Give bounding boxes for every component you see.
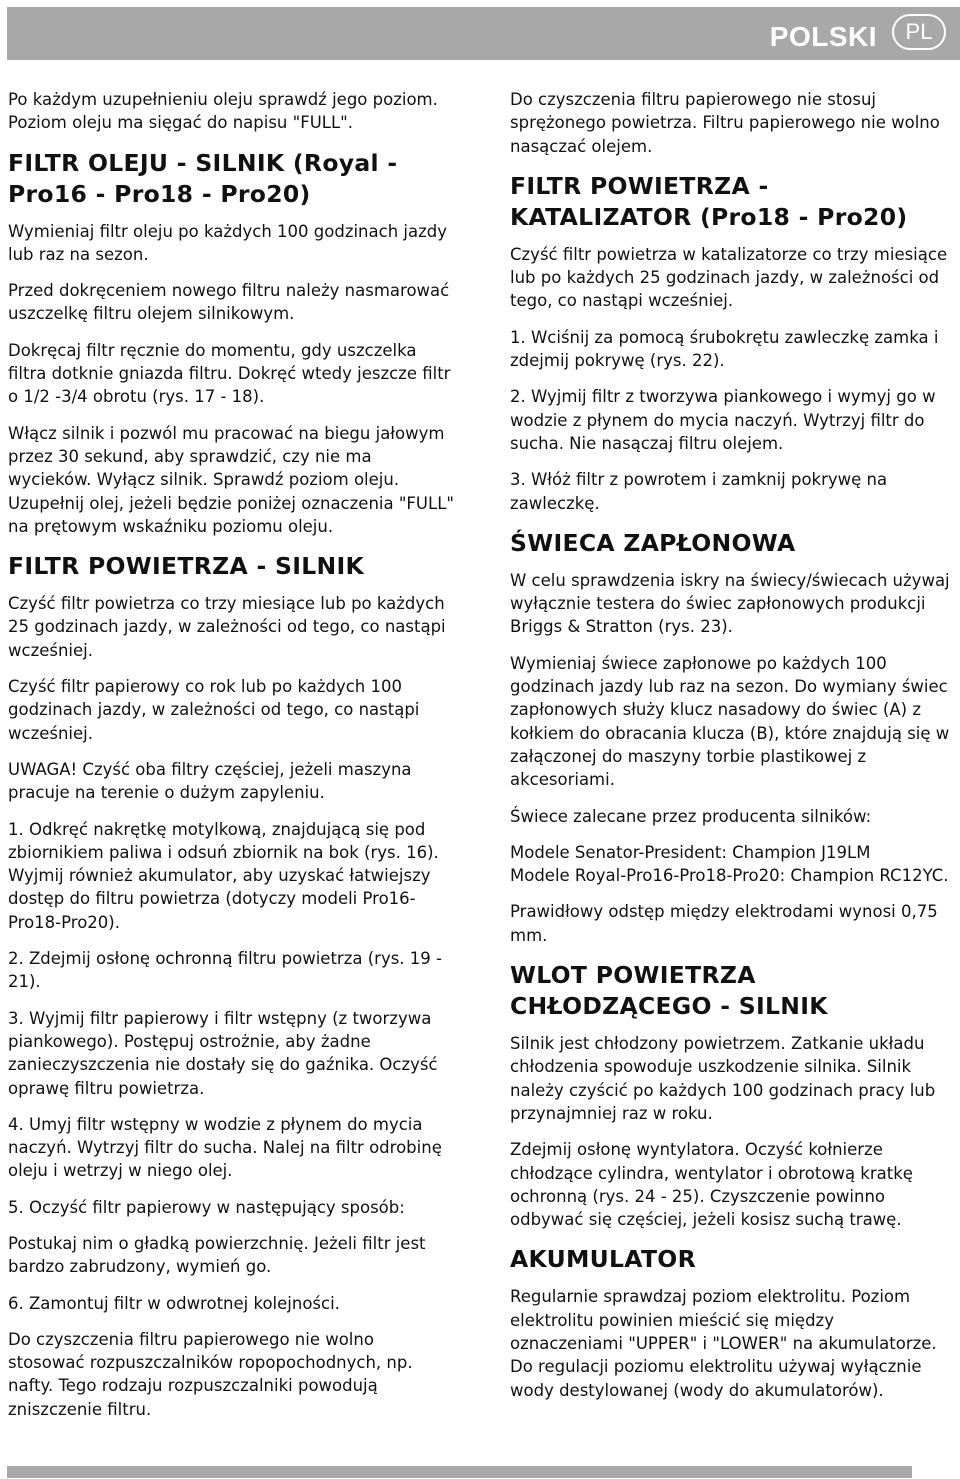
paragraph: Świece zalecane przez producenta silników:: [510, 806, 872, 826]
paragraph: 3. Włóż filtr z powrotem i zamknij pokrywę na zawleczkę.: [510, 470, 888, 513]
paragraph: Prawidłowy odstęp między elektrodami wynosi 0,75 mm.: [510, 902, 938, 945]
paragraph: Czyść filtr powietrza co trzy miesiące lub po każdych 25 godzinach jazdy, w zależności od tego, co nastąpi wcześniej.: [8, 594, 446, 660]
paragraph: Czyść filtr powietrza w katalizatorze co trzy miesiące lub po każdych 25 godzinach jazdy, w zależności od tego, co nastąpi wcześniej.: [510, 244, 948, 311]
spark-plug-model-line: Modele Senator-President: Champion J19LM: [510, 842, 871, 862]
paragraph: UWAGA! Czyść oba filtry częściej, jeżeli maszyna pracuje na terenie o dużym zapyleniu.: [8, 759, 412, 803]
paragraph: 1. Wciśnij za pomocą śrubokrętu zawleczkę zamka i zdejmij pokrywę (rys. 22).: [510, 327, 939, 371]
paragraph: Czyść filtr papierowy co rok lub po każdych 100 godzinach jazdy, w zależności od tego, co nastąpi wcześniej.: [8, 677, 420, 743]
spark-plug-models: [510, 841, 952, 888]
paragraph: W celu sprawdzenia iskry na świecy/świecach używaj wyłącznie testera do świec zapłonowych produkcji Briggs & Stratton (rys. 23).: [510, 570, 950, 637]
paragraph: 2. Zdejmij osłonę ochronną filtru powietrza (rys. 19 - 21).: [8, 949, 442, 992]
paragraph: 2. Wyjmij filtr z tworzywa piankowego i wymyj go w wodzie z płynem do mycia naczyń. Wytrzyj filtr do sucha. Nie nasączaj filtru olejem.: [510, 387, 936, 453]
section-heading-cooling-air: WLOT POWIETRZA CHŁODZĄCEGO - SILNIK: [510, 961, 828, 1021]
paragraph: 5. Oczyść filtr papierowy w następujący sposób:: [8, 1197, 405, 1217]
section-heading-catalyst-filter: FILTR POWIETRZA - KATALIZATOR (Pro18 - Pro20): [510, 171, 908, 231]
paragraph: Regularnie sprawdzaj poziom elektrolitu. Poziom elektrolitu powinien mieścić się między oznaczeniami "UPPER" i "LOWER" na akumulatorze. Do regulacji poziomu elektrolitu używaj wyłącznie wody destylowanej (wody do akumulatorów).: [510, 1287, 937, 1400]
paragraph: Do czyszczenia filtru papierowego nie stosuj sprężonego powietrza. Filtru papierowego nie wolno nasączać olejem.: [510, 90, 940, 156]
paragraph: Przed dokręceniem nowego filtru należy nasmarować uszczelkę filtru olejem silnikowym.: [8, 281, 450, 324]
section-heading-battery: AKUMULATOR: [510, 1245, 696, 1274]
paragraph: Zdejmij osłonę wyntylatora. Oczyść kołnierze chłodzące cylindra, wentylator i obrotową kratkę ochronną (rys. 24 - 25). Czyszczenie powinno odbywać się częściej, jeżeli kosisz suchą trawę.: [510, 1140, 913, 1230]
spark-plug-model-line: Modele Royal-Pro16-Pro18-Pro20: Champion RC12YC.: [510, 866, 949, 886]
language-badge: PL: [892, 14, 946, 50]
right-column: [510, 88, 952, 1415]
paragraph: 1. Odkręć nakrętkę motylkową, znajdującą się pod zbiornikiem paliwa i odsuń zbiornik na bok (rys. 16). Wyjmij również akumulator, aby uzyskać łatwiejszy dostęp do filtru powietrza (dotyczy modeli Pro16-Pro18-Pro20).: [8, 819, 439, 932]
paragraph: Postukaj nim o gładką powierzchnię. Jeżeli filtr jest bardzo zabrudzony, wymień go.: [8, 1233, 426, 1277]
paragraph: Silnik jest chłodzony powietrzem. Zatkanie układu chłodzenia spowoduje uszkodzenie silnika. Silnik należy czyścić po każdych 100 godzinach pracy lub przynajmniej raz w roku.: [510, 1034, 936, 1123]
paragraph: Po każdym uzupełnieniu oleju sprawdź jego poziom. Poziom oleju ma sięgać do napisu "FULL".: [8, 90, 438, 133]
page-header: [7, 7, 960, 60]
paragraph: Do czyszczenia filtru papierowego nie wolno stosować rozpuszczalników ropopochodnych, np. nafty. Tego rodzaju rozpuszczalniki powodują zniszczenie filtru.: [8, 1329, 413, 1419]
paragraph: Dokręcaj filtr ręcznie do momentu, gdy uszczelka filtra dotknie gniazda filtru. Dokręć wtedy jeszcze filtr o 1/2 -3/4 obrotu (rys. 17 - 18).: [8, 340, 451, 407]
paragraph: 3. Wyjmij filtr papierowy i filtr wstępny (z tworzywa piankowego). Postępuj ostrożnie, aby żadne zanieczyszczenia nie dostały się do gaźnika. Oczyść oprawę filtru powietrza.: [8, 1008, 438, 1098]
paragraph: 4. Umyj filtr wstępny w wodzie z płynem do mycia naczyń. Wytrzyj filtr do sucha. Nalej na filtr odrobinę oleju i wetrzyj w niego olej.: [8, 1114, 442, 1181]
language-title: POLSKI: [769, 21, 877, 52]
footer-bar: [7, 1466, 912, 1478]
paragraph: Wymieniaj świece zapłonowe po każdych 100 godzinach jazdy lub raz na sezon. Do wymiany świec zapłonowych służy klucz nasadowy do świec (A) z kołkiem do obracania klucza (B), które znajdują się w załączonej do maszyny torbie plastikowej z akcesoriami.: [510, 653, 950, 790]
section-heading-oil-filter: FILTR OLEJU - SILNIK (Royal - Pro16 - Pro18 - Pro20): [8, 148, 398, 208]
paragraph: Włącz silnik i pozwól mu pracować na biegu jałowym przez 30 sekund, aby sprawdzić, czy nie ma wycieków. Wyłącz silnik. Sprawdź poziom oleju. Uzupełnij olej, jeżeli będzie poniżej oznaczenia "FULL" na prętowym wskaźniku poziomu oleju.: [8, 423, 454, 536]
section-heading-air-filter: FILTR POWIETRZA - SILNIK: [8, 552, 365, 581]
paragraph: Wymieniaj filtr oleju po każdych 100 godzinach jazdy lub raz na sezon.: [8, 221, 447, 264]
paragraph: 6. Zamontuj filtr w odwrotnej kolejności.: [8, 1293, 340, 1313]
left-column: [8, 88, 454, 1434]
section-heading-spark-plug: ŚWIECA ZAPŁONOWA: [510, 528, 796, 557]
